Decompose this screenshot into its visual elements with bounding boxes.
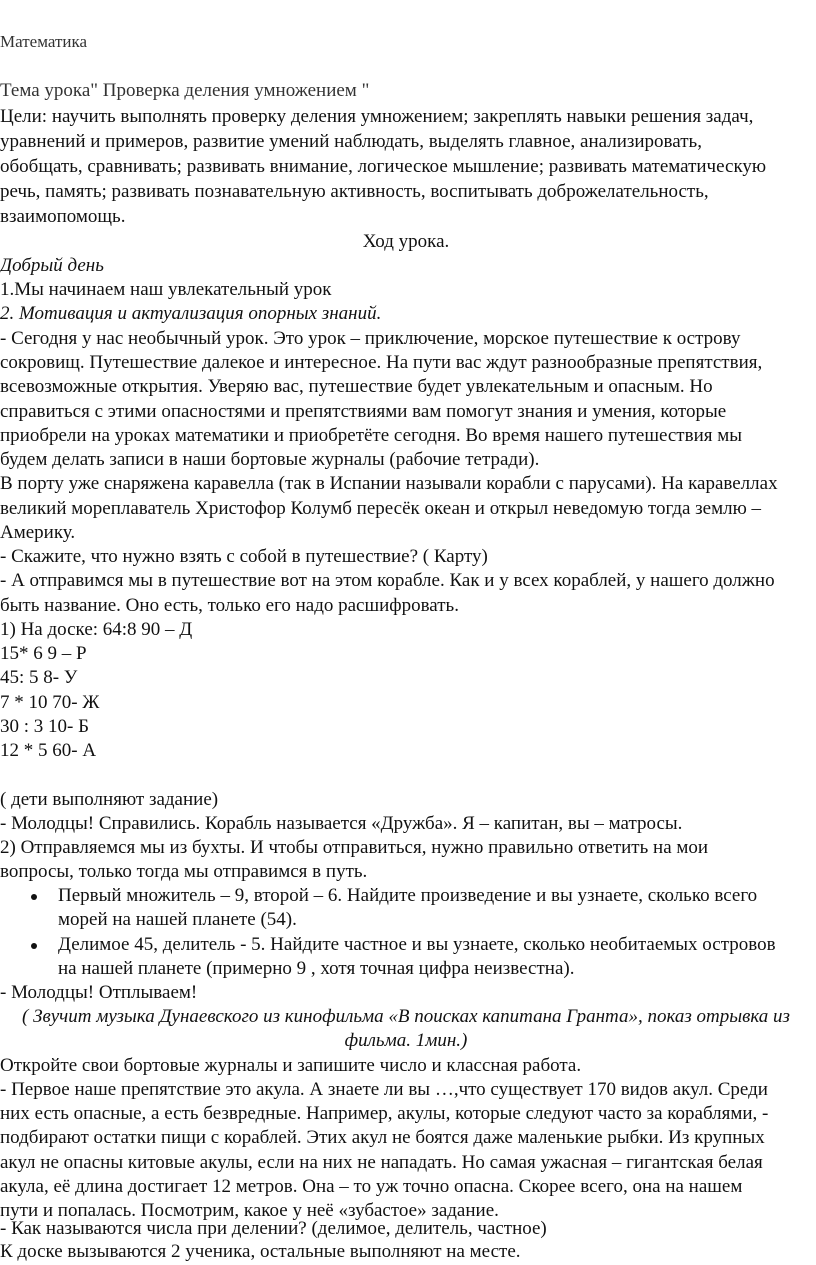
bullet-text: Делимое 45, делитель - 5. Найдите частное и вы узнаете, сколько необитаемых островов xyxy=(58,934,776,955)
caravel-paragraph-line: В порту уже снаряжена каравелла (так в Испании называли корабли с парусами). На каравеллах xyxy=(0,473,778,494)
subject-title: Математика xyxy=(0,32,88,51)
shark-paragraph-line: пути и попалась. Посмотрим, какое у неё «зубастое» задание. xyxy=(0,1200,499,1221)
lesson-course-heading: Ход урока. xyxy=(362,231,450,252)
bullet-text: Первый множитель – 9, второй – 6. Найдите произведение и вы узнаете, сколько всего xyxy=(58,885,758,906)
bay-paragraph-line: вопросы, только тогда мы отправимся в путь. xyxy=(0,861,368,882)
board-example: 15* 6 9 – Р xyxy=(0,643,87,664)
ship-paragraph-line: - А отправимся мы в путешествие вот на этом корабле. Как и у всех кораблей, у нашего должно xyxy=(0,570,775,591)
music-note-line: фильма. 1мин.) xyxy=(344,1030,468,1051)
bullet-item xyxy=(0,884,812,908)
step-two: 2. Мотивация и актуализация опорных знаний. xyxy=(0,303,382,324)
bullet-continuation: на нашей планете (примерно 9 , хотя точная цифра неизвестна). xyxy=(58,958,575,979)
children-task-note: ( дети выполняют задание) xyxy=(0,789,219,810)
greeting: Добрый день xyxy=(0,255,104,276)
sail-off-line: - Молодцы! Отплываем! xyxy=(0,982,198,1003)
board-example: 45: 5 8- У xyxy=(0,667,78,688)
intro-paragraph-line: - Сегодня у нас необычный урок. Это урок – приключение, морское путешествие к острову xyxy=(0,328,741,349)
intro-paragraph-line: приобрели на уроках математики и приобретёте сегодня. Во время нашего путешествия мы xyxy=(0,425,743,446)
intro-paragraph-line: справиться с этими опасностями и препятствиями вам помогут знания и умения, которые xyxy=(0,401,727,422)
step-one: 1.Мы начинаем наш увлекательный урок xyxy=(0,279,332,300)
bullet-dot-icon xyxy=(31,943,37,949)
goals-line: Цели: научить выполнять проверку деления умножением; закреплять навыки решения задач, xyxy=(0,106,754,127)
goals-line: взаимопомощь. xyxy=(0,206,126,227)
music-note-line: ( Звучит музыка Дунаевского из кинофильма «В поисках капитана Гранта», показ отрывка из xyxy=(22,1006,790,1027)
lesson-topic: Тема урока" Проверка деления умножением " xyxy=(0,80,370,101)
shark-paragraph-line: них есть опасные, а есть безвредные. Например, акулы, которые следуют часто за кораблями, - xyxy=(0,1103,769,1124)
board-example: 12 * 5 60- А xyxy=(0,740,97,761)
bay-paragraph-line: 2) Отправляемся мы из бухты. И чтобы отправиться, нужно правильно ответить на мои xyxy=(0,837,709,858)
board-example: 7 * 10 70- Ж xyxy=(0,692,100,713)
ship-name-line: - Молодцы! Справились. Корабль называется «Дружба». Я – капитан, вы – матросы. xyxy=(0,813,683,834)
board-example: 1) На доске: 64:8 90 – Д xyxy=(0,619,193,640)
bullet-item xyxy=(0,933,812,957)
bullet-continuation: морей на нашей планете (54). xyxy=(58,909,297,930)
bullet-dot-icon xyxy=(31,894,37,900)
shark-paragraph-line: подбирают остатки пищи с кораблей. Этих акул не боятся даже маленькие рыбки. Из крупных xyxy=(0,1127,765,1148)
board-example: 30 : 3 10- Б xyxy=(0,716,90,737)
caravel-paragraph-line: великий мореплаватель Христофор Колумб пересёк океан и открыл неведомую тогда землю – xyxy=(0,498,762,519)
intro-paragraph-line: всевозможные открытия. Уверяю вас, путешествие будет увлекательным и опасным. Но xyxy=(0,376,713,397)
goals-line: обобщать, сравнивать; развивать внимание, логическое мышление; развивать математическую xyxy=(0,156,767,177)
intro-paragraph-line: сокровищ. Путешествие далекое и интересное. На пути вас ждут разнообразные препятствия, xyxy=(0,352,763,373)
intro-paragraph-line: будем делать записи в наши бортовые журналы (рабочие тетради). xyxy=(0,449,540,470)
division-question: - Как называются числа при делении? (делимое, делитель, частное) xyxy=(0,1218,547,1239)
shark-paragraph-line: акул не опасны китовые акулы, если на них не нападать. Но самая ужасная – гигантская белая xyxy=(0,1152,763,1173)
shark-paragraph-line: - Первое наше препятствие это акула. А знаете ли вы …,что существует 170 видов акул. Среди xyxy=(0,1079,768,1100)
caravel-paragraph-line: Америку. xyxy=(0,522,76,543)
journal-instruction: Откройте свои бортовые журналы и запишите число и классная работа. xyxy=(0,1055,582,1076)
goals-line: уравнений и примеров, развитие умений наблюдать, выделять главное, анализировать, xyxy=(0,131,702,152)
ship-paragraph-line: быть название. Оно есть, только его надо расшифровать. xyxy=(0,595,459,616)
goals-line: речь, память; развивать познавательную активность, воспитывать доброжелательность, xyxy=(0,181,709,202)
shark-paragraph-line: акула, её длина достигает 12 метров. Она – то уж точно опасна. Скорее всего, она на нашем xyxy=(0,1176,743,1197)
students-note: К доске вызываются 2 ученика, остальные выполняют на месте. xyxy=(0,1241,521,1262)
map-question: - Скажите, что нужно взять с собой в путешествие? ( Карту) xyxy=(0,546,488,567)
